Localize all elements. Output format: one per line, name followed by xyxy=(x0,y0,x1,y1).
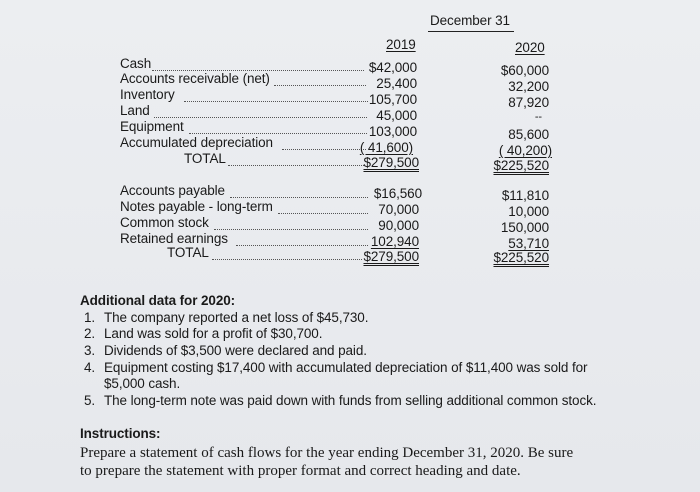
value-2020: $225,520 xyxy=(493,250,549,265)
dot-leader xyxy=(282,149,366,150)
value-2020: 53,710 xyxy=(508,236,549,251)
column-header-2019: 2019 xyxy=(386,37,416,52)
liability-row-retained-earnings xyxy=(120,231,228,246)
list-number: 4. xyxy=(84,360,96,375)
dot-leader xyxy=(214,229,368,230)
dot-leader xyxy=(212,259,362,260)
liability-row-accounts-payable xyxy=(120,183,225,198)
list-number: 2. xyxy=(84,326,96,341)
value-2019: $16,560 xyxy=(373,186,422,201)
value-2020: $225,520 xyxy=(493,158,549,173)
list-item-text: Equipment costing $17,400 with accumulated depreciation of $11,400 was sold for xyxy=(104,360,588,375)
instructions-text-line1: Prepare a statement of cash flows for the year ending December 31, 2020. Be sure xyxy=(80,445,574,461)
row-label: Equipment xyxy=(120,119,184,134)
value-2020: 10,000 xyxy=(508,204,549,219)
row-label: Accounts payable xyxy=(120,183,225,198)
list-item-text: Land was sold for a profit of $30,700. xyxy=(104,326,323,341)
period-underline xyxy=(428,31,514,32)
value-2019: 45,000 xyxy=(376,108,417,123)
row-label: Cash xyxy=(120,56,152,71)
row-label: Accounts receivable (net) xyxy=(120,71,270,86)
row-label: Accumulated depreciation xyxy=(120,135,273,150)
row-label: TOTAL xyxy=(184,151,226,166)
value-2020: -- xyxy=(534,111,542,123)
value-2020: ( 40,200) xyxy=(498,143,552,158)
value-2019: ( 41,600) xyxy=(359,140,413,155)
asset-row-cash xyxy=(120,56,151,71)
value-2020: 150,000 xyxy=(500,220,549,235)
row-label: Notes payable - long-term xyxy=(120,199,273,214)
list-item-text: The company reported a net loss of $45,730. xyxy=(104,310,369,325)
liability-row-notes-payable xyxy=(120,199,273,214)
list-number: 1. xyxy=(84,310,96,325)
column-header-2020: 2020 xyxy=(515,40,545,55)
row-label: Common stock xyxy=(120,215,209,230)
instructions-heading: Instructions: xyxy=(80,426,161,441)
instructions-text-line2: to prepare the statement with proper format and correct heading and date. xyxy=(80,463,521,479)
value-2019: 90,000 xyxy=(378,218,419,233)
value-2019: 25,400 xyxy=(376,76,417,91)
dot-leader xyxy=(184,101,368,102)
value-2020: $11,810 xyxy=(501,188,549,203)
value-2020: 87,920 xyxy=(508,95,549,110)
period-header: December 31 xyxy=(430,13,510,28)
dot-leader xyxy=(189,133,367,134)
value-2020: $60,000 xyxy=(500,63,549,78)
value-2019: $279,500 xyxy=(363,155,419,170)
additional-data-heading: Additional data for 2020: xyxy=(80,293,236,308)
list-item-text: Dividends of $3,500 were declared and paid. xyxy=(104,343,367,358)
asset-row-equipment xyxy=(120,119,184,134)
dot-leader xyxy=(278,213,368,214)
list-number: 5. xyxy=(84,393,96,408)
value-2020: 85,600 xyxy=(508,127,549,142)
value-2019: $42,000 xyxy=(368,60,417,75)
value-2019: 102,940 xyxy=(370,234,419,249)
value-2019: $279,500 xyxy=(363,249,419,264)
liability-row-common-stock xyxy=(120,215,209,230)
value-2019: 103,000 xyxy=(368,124,417,139)
asset-row-accounts-receivable xyxy=(120,71,270,86)
dot-leader xyxy=(228,165,364,166)
value-2019: 105,700 xyxy=(368,92,417,107)
dot-leader xyxy=(230,197,368,198)
asset-row-total xyxy=(184,151,226,166)
row-label: Inventory xyxy=(120,87,175,102)
row-label: Land xyxy=(120,103,150,118)
list-item-text: The long-term note was paid down with funds from selling additional common stock. xyxy=(104,393,597,408)
asset-row-inventory xyxy=(120,87,175,102)
dot-leader xyxy=(236,245,368,246)
value-2019: 70,000 xyxy=(378,202,419,217)
value-2020: 32,200 xyxy=(508,79,549,94)
asset-row-land xyxy=(120,103,150,118)
dot-leader xyxy=(154,117,367,118)
row-label: Retained earnings xyxy=(120,231,228,246)
list-item-text-continued: $5,000 cash. xyxy=(104,376,181,391)
list-number: 3. xyxy=(84,343,96,358)
liability-row-total xyxy=(167,245,209,260)
dot-leader xyxy=(274,85,366,86)
row-label: TOTAL xyxy=(167,245,209,260)
asset-row-accumulated-depreciation xyxy=(120,135,273,150)
